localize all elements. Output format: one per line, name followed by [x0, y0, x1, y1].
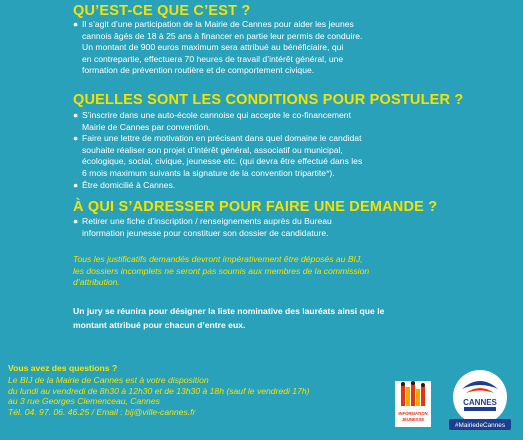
jury-line: Un jury se réunira pour désigner la liste nominative des lauréats ainsi que le [73, 306, 385, 316]
information-jeunesse-icon [395, 381, 431, 427]
svg-text:JEUNESSE: JEUNESSE [401, 417, 425, 422]
bullet-dot: ● [73, 110, 79, 120]
heading-conditions: QUELLES SONT LES CONDITIONS POUR POSTULER ? [73, 92, 464, 108]
condition-line: S’inscrire dans une auto-école cannoise qui accepte le co-financement [82, 110, 351, 120]
bullet-dot: ● [73, 180, 79, 190]
information-jeunesse-logo [395, 381, 431, 427]
section1-line: Il s’agit d’une participation de la Mairie de Cannes pour aider les jeunes [82, 19, 354, 29]
notice-line: d’attribution. [73, 277, 120, 288]
svg-text:INFORMATION: INFORMATION [398, 411, 428, 416]
condition-line: 6 mois maximum suivants la signature de la convention tripartite*). [82, 167, 335, 178]
svg-text:CANNES: CANNES [463, 398, 497, 407]
heading-who-to-contact: À QUI S’ADRESSER POUR FAIRE UNE DEMANDE ? [73, 199, 438, 215]
contact-line: information jeunesse pour constituer son dossier de candidature. [82, 227, 329, 238]
contact-line: Retirer une fiche d’inscription / renseignements auprès du Bureau [82, 216, 332, 226]
heading-what-is-it: QU’EST-CE QUE C’EST ? [73, 3, 251, 19]
condition-line: Mairie de Cannes par convention. [82, 121, 211, 132]
bullet-dot: ● [73, 19, 79, 29]
section1-line: cannois âgés de 18 à 25 ans à financer en partie leur permis de conduire. [82, 30, 363, 41]
notice-line: Tous les justificatifs demandés devront impérativement être déposés au BIJ, [73, 254, 363, 264]
footer-email[interactable]: Tél. 04. 97. 06. 46.25 / Email : bij@ville-cannes.fr [8, 406, 196, 417]
bullet-dot: ● [73, 216, 79, 226]
condition-bullet [73, 180, 176, 192]
footer-line: du lundi au vendredi de 8h30 à 12h30 et de 13h30 à 18h (sauf le vendredi 17h) [8, 385, 310, 396]
svg-text:#MairiedeCannes: #MairiedeCannes [454, 422, 506, 429]
justificatifs-notice [73, 254, 369, 289]
section1-line: Un montant de 900 euros maximum sera attribué au bénéficiaire, qui [82, 42, 344, 53]
section1-line: en contrepartie, effectuera 70 heures de travail d’intérêt général, une [82, 53, 344, 64]
section1-line: formation de prévention routière et de comportement civique. [82, 65, 315, 76]
footer-title: Vous avez des questions ? [8, 363, 118, 373]
condition-line: Être domicilié à Cannes. [82, 180, 176, 190]
footer-line: Le BIJ de la Mairie de Cannes est à votre disposition [8, 375, 209, 385]
footer-line: au 3 rue Georges Clemenceau, Cannes [8, 396, 160, 407]
condition-line: souhaite réaliser son projet d’intérêt général, associatif ou municipal, [82, 144, 343, 155]
jury-line: montant attribué pour chacun d’entre eux. [73, 319, 246, 330]
condition-line: écologique, social, civique, jeunesse etc. (qui devra être effectué dans les [82, 156, 363, 167]
footer-contact [8, 375, 310, 417]
condition-line: Faire une lettre de motivation en précisant dans quel domaine le candidat [82, 133, 362, 143]
jury-paragraph [73, 305, 384, 332]
cannes-seal-icon [446, 369, 514, 431]
mairie-cannes-logo [446, 369, 514, 431]
notice-line: les dossiers incomplets ne seront pas soumis aux membres de la commission [73, 265, 370, 276]
bullet-dot: ● [73, 133, 79, 143]
section1-paragraph [82, 19, 362, 77]
condition-bullet [73, 110, 351, 133]
condition-bullet [73, 133, 363, 179]
contact-bullet [73, 216, 332, 239]
